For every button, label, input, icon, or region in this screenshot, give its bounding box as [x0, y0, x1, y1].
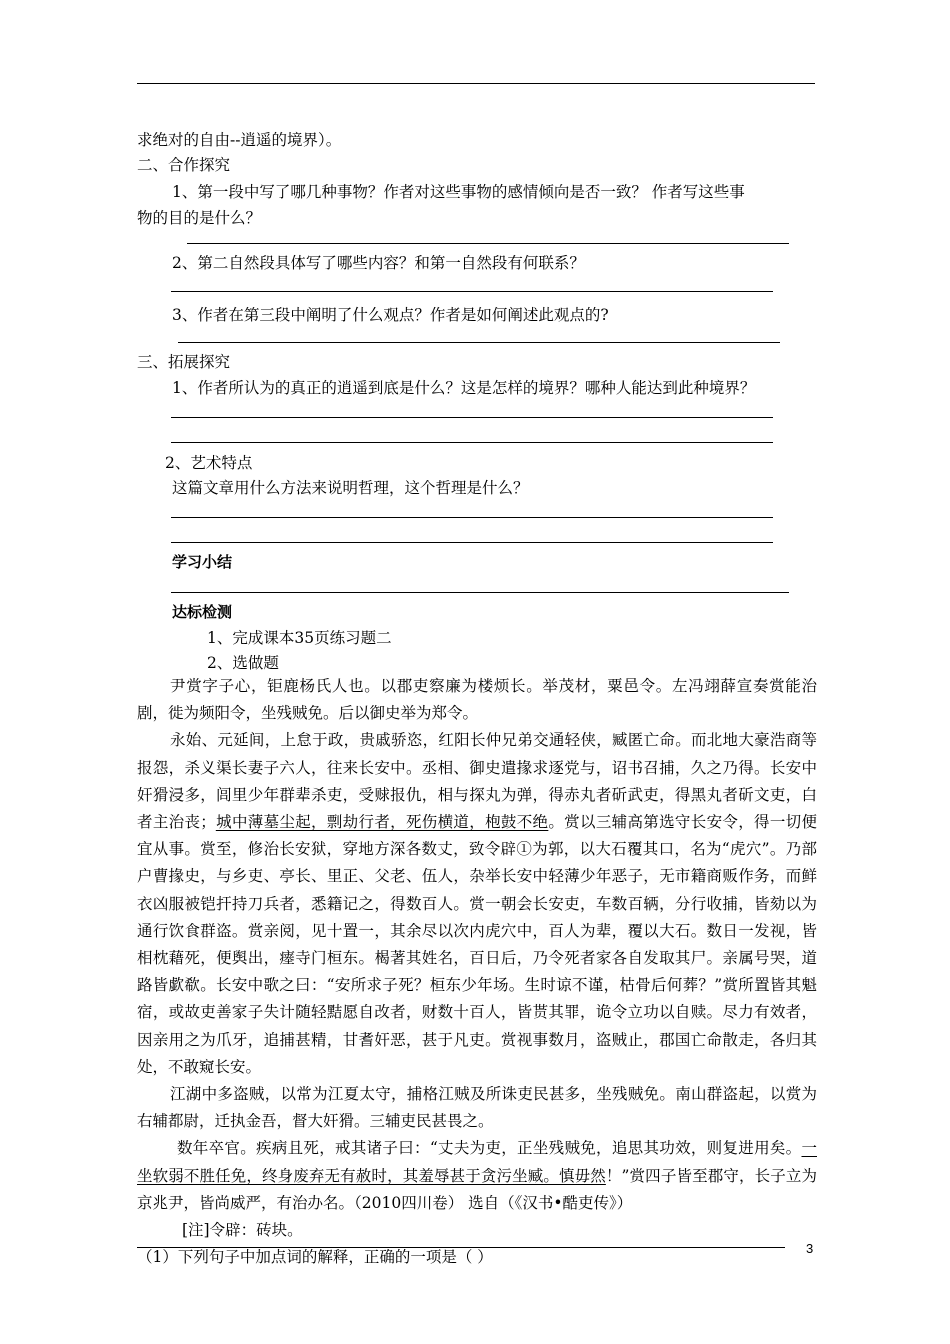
- header-rule: [137, 83, 815, 84]
- check-heading: 达标检测: [172, 603, 233, 621]
- passage-paragraph-1: 尹赏字子心，钜鹿杨氏人也。以郡吏察廉为楼烦长。举茂材，粟邑令。左冯翊薛宣奏赏能治剧，徙为频阳令，坐残贼免。后以御史举为郑令。: [137, 677, 817, 723]
- answer-line: [187, 243, 789, 244]
- passage-note: [注]令辟：砖块。: [182, 1221, 303, 1240]
- passage-paragraph-2: 永始、元延间，上怠于政，贵戚骄恣，红阳长仲兄弟交通轻侠，臧匿亡命。而北地大豪浩商等报怨，杀义渠长妻子六人，往来长安中。丞相、御史遣掾求逐党与，诏书召捕，久之乃得。长安中奸猾浸多，闾里少年群辈杀吏，受赇报仇，相与探丸为弹，得赤丸者斫武吏，得黑丸者斫文吏，白者主治丧；城中薄墓尘起，剽劫行者，死伤横道，枹鼓不绝。赏以三辅高第选守长安令，得一切便宜从事。赏至，修治长安狱，穿地方深各数丈，致令辟①为郭，以大石覆其口，名为“虎穴”。乃部户曹掾史，与乡吏、亭长、里正、父老、伍人，杂举长安中轻薄少年恶子，无市籍商贩作务，而鲜衣凶服被铠扞持刀兵者，悉籍记之，得数百人。赏一朝会长安吏，车数百辆，分行收捕，皆劾以为通行饮食群盗。赏亲阅，见十置一，其余尽以次内虎穴中，百人为辈，覆以大石。数日一发视，皆相枕藉死，便舆出，瘗寺门桓东。楬著其姓名，百日后，乃令死者家各自发取其尸。亲属号哭，道路皆歔欷。长安中歌之曰：“安所求子死？桓东少年场。生时谅不谨，枯骨后何葬？”赏所置皆其魁宿，或故吏善家子失计随轻黠愿自改者，财数十百人，皆贳其罪，诡令立功以自赎。尽力有效者，因亲用之为爪牙，追捕甚精，甘耆奸恶，甚于凡吏。赏视事数月，盗贼止，郡国亡命散走，各归其处，不敢窥长安。: [137, 731, 817, 1076]
- answer-line: [178, 342, 780, 343]
- question-2-1-line2: 物的目的是什么？: [137, 209, 262, 227]
- underlined-sentence: 一坐软弱不胜任免，终身废弃无有赦时，其羞辱甚于贪污坐臧。慎毋然: [137, 1139, 817, 1185]
- answer-line: [171, 542, 773, 543]
- footer-rule: [137, 1247, 785, 1248]
- page-number: 3: [806, 1241, 814, 1256]
- check-item-2: 2、选做题: [207, 654, 279, 672]
- answer-line: [171, 592, 789, 593]
- answer-line: [171, 417, 773, 418]
- section-heading-extension: 三、拓展探究: [137, 353, 231, 371]
- question-2-2: 2、第二自然段具体写了哪些内容？和第一自然段有何联系？: [172, 254, 585, 272]
- check-item-1: 1、完成课本35页练习题二: [207, 629, 392, 647]
- question-3-2-detail: 这篇文章用什么方法来说明哲理，这个哲理是什么？: [172, 479, 529, 497]
- question-2-1-line1: 1、第一段中写了哪几种事物？作者对这些事物的感情倾向是否一致？ 作者写这些事: [172, 183, 745, 201]
- section-heading-cooperative: 二、合作探究: [137, 156, 231, 174]
- question-2-3: 3、作者在第三段中阐明了什么观点？作者是如何阐述此观点的?: [172, 306, 609, 324]
- passage-paragraph-3: 江湖中多盗贼，以常为江夏太守，捕格江贼及所诛吏民甚多，坐残贼免。南山群盗起，以赏为右辅都尉，迁执金吾，督大奸猾。三辅吏民甚畏之。: [137, 1085, 817, 1131]
- underlined-sentence: 城中薄墓尘起，剽劫行者，死伤横道，枹鼓不绝: [215, 813, 549, 832]
- exercise-question-1: （1）下列句子中加点词的解释，正确的一项是（ ）: [137, 1248, 493, 1267]
- intro-continuation: 求绝对的自由--逍遥的境界）。: [137, 131, 342, 149]
- summary-heading: 学习小结: [172, 553, 233, 571]
- passage-paragraph-4: 数年卒官。疾病且死，戒其诸子曰：“丈夫为吏，正坐残贼免，追思其功效，则复进用矣。一坐软弱不胜任免，终身废弃无有赦时，其羞辱甚于贪污坐臧。慎毋然！”赏四子皆至郡守，长子立为京兆尹，皆尚威严，有治办名。（2010四川卷） 选自（《汉书•酷吏传》）: [137, 1139, 817, 1212]
- question-3-1: 1、作者所认为的真正的逍遥到底是什么？这是怎样的境界？哪种人能达到此种境界？: [172, 379, 756, 397]
- passage: [137, 673, 817, 1271]
- answer-line: [171, 291, 773, 292]
- answer-line: [171, 517, 773, 518]
- question-3-2: 2、艺术特点: [165, 454, 253, 472]
- answer-line: [171, 442, 773, 443]
